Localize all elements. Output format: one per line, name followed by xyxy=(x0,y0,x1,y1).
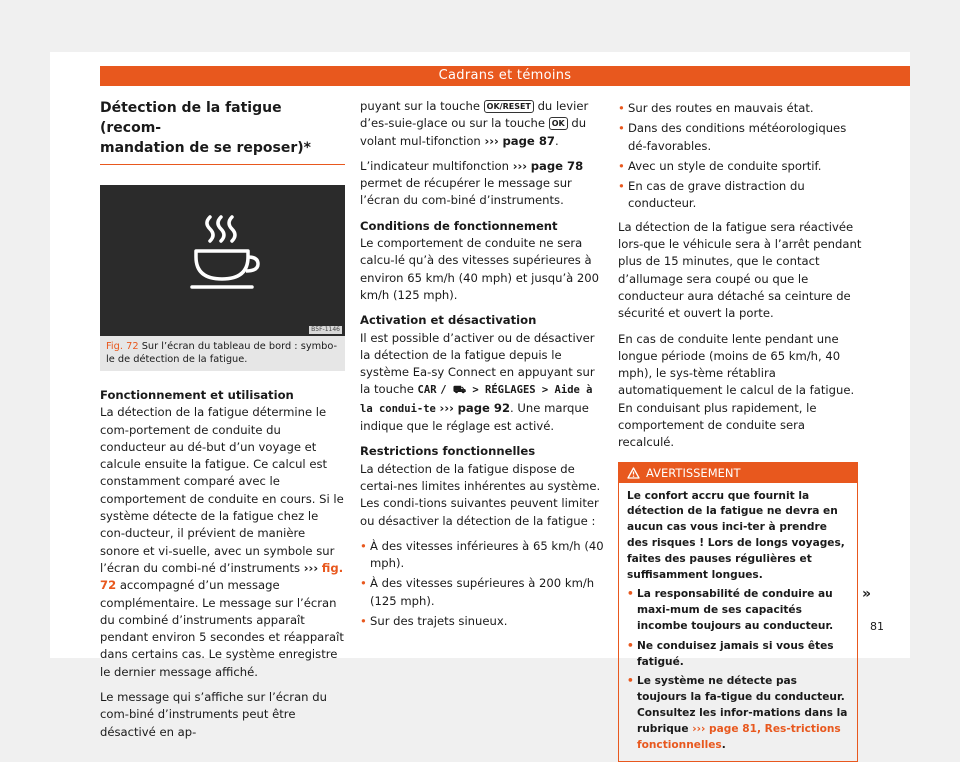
ok-key: OK xyxy=(549,117,568,130)
page-link[interactable]: page 78 xyxy=(530,158,584,173)
figure-code: B5F-1146 xyxy=(311,326,340,333)
heading-conditions: Conditions de fonctionnement xyxy=(360,218,558,233)
coffee-cup-icon xyxy=(188,213,260,297)
restrictions-list-cont xyxy=(618,100,862,213)
warning-box xyxy=(618,462,858,762)
list-item: • Sur des trajets sinueux. xyxy=(360,613,605,630)
figure-image xyxy=(100,185,345,336)
warning-item: • Ne conduisez jamais si vous êtes fatigué. xyxy=(627,639,849,671)
heading-restrictions: Restrictions fonctionnelles xyxy=(360,444,536,459)
list-item: • En cas de grave distraction du conducteur. xyxy=(618,178,862,213)
warning-body: Le confort accru que fournit la détection de la fatigue ne devra en aucun cas vous inci-ter à prendre des risques ! Lors de longs voyages, faites des pauses régulières et suffisamment longues. • La responsabilité de conduire au maxi-mum de ses capacités incombe toujours au conducteur. • Ne conduisez jamais si vous êtes fatigué. • Le système ne détecte pas toujours la fa-tigue du conducteur. Consultez les infor-mations dans la rubrique ››› page 81, Res-trictions fonctionnelles. xyxy=(619,483,857,762)
list-item: • À des vitesses inférieures à 65 km/h (40 mph). xyxy=(360,538,605,573)
list-item: • Dans des conditions météorologiques dé-favorables. xyxy=(618,120,862,155)
warning-item: • La responsabilité de conduire au maxi-mum de ses capacités incombe toujours au conducteur. xyxy=(627,587,849,634)
paragraph: Le comportement de conduite ne sera calcu-lé qu’à des vitesses supérieures à environ 65 km/h (40 mph) et jusqu’à 200 km/h (125 mph). xyxy=(360,236,600,302)
restrictions-list xyxy=(360,538,605,630)
paragraph: La détection de la fatigue sera réactivée lors-que le véhicule sera à l’arrêt pendant plus de 15 minutes, que le contact d’allumage sera coupé ou que le conducteur aura détaché sa ceinture de sécurité et ouvert la porte. xyxy=(618,219,862,321)
column-1 xyxy=(100,98,345,749)
list-item: • Avec un style de conduite sportif. xyxy=(618,158,862,175)
list-item: • À des vitesses supérieures à 200 km/h (125 mph). xyxy=(360,575,605,610)
figure-label: Fig. 72 xyxy=(106,341,139,352)
figure-link[interactable]: fig. 72 xyxy=(100,560,344,593)
page-link[interactable]: page 87 xyxy=(502,133,555,148)
menu-path: / ⛟ > RÉGLAGES > Aide à la condui-te xyxy=(360,384,593,415)
warning-item: • Le système ne détecte pas toujours la fa-tigue du conducteur. Consultez les infor-mations dans la rubrique ››› page 81, Res-trictions fonctionnelles. xyxy=(627,674,849,753)
paragraph: Le message qui s’affiche sur l’écran du com-biné d’instruments peut être désactivé en ap- xyxy=(100,690,327,739)
page-link[interactable]: page 81, Res-trictions fonctionnelles xyxy=(637,722,841,751)
page-number: 81 xyxy=(870,620,884,633)
paragraph: La détection de la fatigue détermine le com-portement de conduite du conducteur au dé-but d’un voyage et calcule ensuite la fatigue. Ce calcul est constamment comparé avec le comportement de conduite en cours. Si le système détecte de la fatigue chez le con-ducteur, il prévient de manière sonore et vi-suelle, avec un symbole sur l’écran du combi-né d’instruments ››› fig. 72 accompagné d’un message complémentaire. Le message sur l’écran du combiné d’instruments apparaît pendant environ 5 secondes et réapparaît dans certains cas. Le système enregistre le dernier message affiché. xyxy=(100,405,344,679)
heading-activation: Activation et désactivation xyxy=(360,313,537,328)
column-2 xyxy=(360,98,605,633)
manual-page xyxy=(50,52,910,751)
paragraph: Il est possible d’activer ou de désactiver la détection de la fatigue depuis le système Ea-sy Connect en appuyant sur la touche CAR / ⛟ > RÉGLAGES > Aide à la condui-te ››› page 92. Une marque indique que le réglage est activé. xyxy=(360,330,595,434)
paragraph: L’indicateur multifonction ››› page 78 permet de récupérer le message sur l’écran du com-biné d’instruments. xyxy=(360,158,584,208)
figure-caption: Fig. 72 Sur l’écran du tableau de bord : symbo-le de détection de la fatigue. xyxy=(100,336,345,371)
continuation-mark: » xyxy=(862,586,872,602)
column-3 xyxy=(618,98,862,762)
chapter-header: Cadrans et témoins xyxy=(100,66,910,86)
list-item: • Sur des routes en mauvais état. xyxy=(618,100,862,117)
paragraph: puyant sur la touche OK/RESET du levier d’es-suie-glace ou sur la touche OK du volant mul-tifonction ››› page 87. xyxy=(360,99,589,148)
heading-fonctionnement: Fonctionnement et utilisation xyxy=(100,388,294,402)
warning-header: AVERTISSEMENT xyxy=(619,463,857,483)
okreset-key: OK/RESET xyxy=(484,100,534,113)
menu-car: CAR xyxy=(417,384,437,397)
warning-triangle-icon xyxy=(627,467,640,479)
section-title: Détection de la fatigue (recom- mandation de se reposer)* xyxy=(100,98,345,165)
paragraph: La détection de la fatigue dispose de certai-nes limites inhérentes au système. Les condi-tions suivantes peuvent limiter ou désactiver la détection de la fatigue : xyxy=(360,461,601,528)
paragraph: En cas de conduite lente pendant une longue période (moins de 65 km/h, 40 mph), le sys-tème rétablira automatiquement le calcul de la fatigue. En conduisant plus rapidement, le comportement de conduite sera recalculé. xyxy=(618,331,855,450)
page-link[interactable]: page 92 xyxy=(457,400,511,415)
